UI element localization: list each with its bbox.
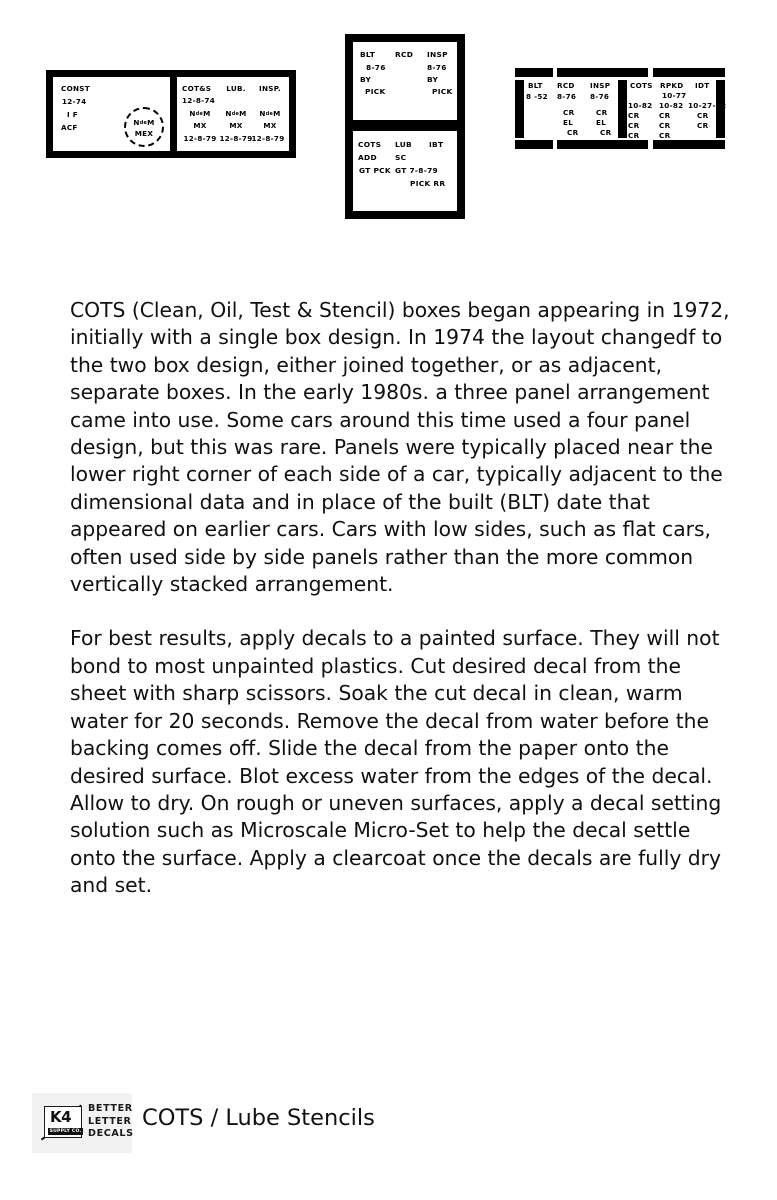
panel-b-blt-date: 8-76 [366,63,386,72]
ndem-pre: N [133,118,140,127]
brand-tagline [88,1103,134,1141]
panel-c-left-c3-r1: CR [596,108,608,117]
panel-b-rcd-label: RCD [395,50,414,59]
panel-c-sidebar-mid [618,80,627,138]
panel-c-right-date-1: 10-82 [628,101,653,110]
panel-b-ibt-label: IBT [429,140,444,149]
panel-c-right-c1-r3: CR [628,131,640,140]
panel-c-right-c3-r2: CR [697,121,709,130]
panel-a-nem-2 [217,110,255,117]
k4-mark-text: K4 [50,1108,72,1126]
panel-b-cots-label: COTS [358,140,382,149]
panel-a-nem-1 [181,110,219,117]
panel-a-box-1 [53,77,170,151]
panel-c-right-c2-r3: CR [659,131,671,140]
panel-b-insp-date: 8-76 [427,63,447,72]
panel-b-sc-label: SC [395,153,407,162]
panel-c-rcd-date: 8-76 [557,92,577,101]
panel-c-left-c2-r2: EL [563,118,574,127]
panel-a-nem-2-post: M [239,109,247,118]
panel-c-blt-header: BLT [528,81,543,90]
panel-b-insp-pick: PICK [432,87,453,96]
panel-c-idt-header: IDT [695,81,710,90]
panel-b-pickrr-label: PICK RR [410,179,446,188]
tagline-line-3: DECALS [88,1128,134,1140]
k4-supply-banner: SUPPLY CO. [49,1129,82,1134]
panel-c-cots-header: COTS [630,81,653,90]
panel-c-left-c2-r1: CR [563,108,575,117]
panel-c-rpkd-header: RPKD [660,81,684,90]
panel-a-nem-2-pre: N [225,109,232,118]
panel-b-lub-label: LUB [395,140,412,149]
panel-c-insp-header: INSP [590,81,611,90]
ndem-roundel-line1 [126,119,162,126]
panel-b-blt-label: BLT [360,50,376,59]
panel-b-gt-date: GT 7-8-79 [395,166,438,175]
panel-c-topbar-3 [653,68,725,77]
panel-c-blt-date: 8 -52 [526,92,548,101]
panel-b-add-label: ADD [358,153,377,162]
panel-c-rpkd-subdate: 10-77 [662,91,687,100]
panel-b-blt-pick: PICK [365,87,386,96]
panel-a-date-2: 12-8-79 [219,134,253,143]
panel-c-right-date-3: 10-27-82 [688,101,727,110]
panel-c-left-c3-r3: CR [600,128,612,137]
panel-c-right-c3-r1: CR [697,111,709,120]
panel-a-cots-date: 12-8-74 [182,96,216,105]
panel-b-box-1 [353,42,457,120]
panel-c-topbar-2 [557,68,648,77]
panel-c-right-date-2: 10-82 [659,101,684,110]
panel-c-topbar-1 [515,68,553,77]
instructions-body [70,297,730,927]
panel-a-mx-1: MX [193,121,207,130]
ndem-sub: de [139,120,148,126]
panel-a-const-date: 12-74 [62,97,87,106]
panel-b-insp-by: BY [427,75,439,84]
panel-a-nem-2-sub: de [231,111,240,117]
panel-a-date-1: 12-8-79 [183,134,217,143]
panel-c-right-c2-r1: CR [659,111,671,120]
panel-a-nem-3-sub: de [265,111,274,117]
paragraph-application: For best results, apply decals to a painted surface. They will not bond to most unpainted plastics. Cut desired decal from the sheet with sharp scissors. Soak the cut decal in clean, warm water for 20 seconds. Remove the decal from water before the backing comes off. Slide the decal from the paper onto the desired surface. Blot excess water from the edges of the decal. Allow to dry. On rough or uneven surfaces, apply a decal setting solution such as Microscale Micro-Set to help the decal settle onto the surface. Apply a clearcoat once the decals are fully dry and set. [70,626,722,898]
panel-a-nem-1-pre: N [189,109,196,118]
panel-b-gtpck-label: GT PCK [359,166,391,175]
panel-a-nem-3-post: M [273,109,281,118]
panel-a-const-label: CONST [61,84,90,93]
panel-b-blt-by: BY [360,75,372,84]
k4-box-outline [44,1106,82,1138]
panel-c-botbar-3 [653,140,725,149]
brand-logo [32,1093,132,1153]
panel-a-nem-3 [251,110,289,117]
panel-a-box-2 [177,77,289,151]
panel-a-if-label: I F [67,110,78,119]
ndem-roundel-line2: MEX [134,129,154,138]
ndem-post: M [147,118,155,127]
panel-a-date-3: 12-8-79 [251,134,285,143]
decal-artwork-area [0,0,777,250]
panel-c-left-c3-r2: EL [596,118,607,127]
panel-c-rcd-header: RCD [557,81,575,90]
panel-a-mx-2: MX [229,121,243,130]
panel-c-right-c2-r2: CR [659,121,671,130]
page-title: COTS / Lube Stencils [142,1105,375,1131]
ndem-roundel-icon [124,107,164,147]
panel-c-botbar-2 [557,140,648,149]
tagline-line-1: BETTER [88,1103,133,1114]
panel-a-insp-header: INSP. [258,84,282,93]
panel-a-acf-label: ACF [61,123,78,132]
panel-c-left-c2-r3: CR [567,128,579,137]
panel-a-cots-header: COT&S [182,84,212,93]
panel-c-right-c1-r2: CR [628,121,640,130]
paragraph-history: COTS (Clean, Oil, Test & Stencil) boxes began appearing in 1972, initially with a single box design. In 1974 the layout changedf to the two box design, either joined together, or as adjacent, separate boxes. In the early 1980s. a three panel arrangement came into use. Some cars around this time used a four panel design, but this was rare. Panels were typically placed near the lower right corner of each side of a car, typically adjacent to the dimensional data and in place of the built (BLT) date that appeared on earlier cars. Cars with low sides, such as flat cars, often used side by side panels rather than the more common vertically stacked arrangement. [70,298,730,597]
page-footer [0,1085,777,1165]
panel-c-right-c1-r1: CR [628,111,640,120]
panel-a-nem-1-post: M [203,109,211,118]
panel-a-nem-1-sub: de [195,111,204,117]
panel-a-mx-3: MX [263,121,277,130]
k4-supply-co-logo-icon [41,1104,87,1142]
decal-panel-b [345,34,465,219]
panel-a-nem-3-pre: N [259,109,266,118]
tagline-line-2: LETTER [88,1115,132,1127]
panel-a-lub-header: LUB. [226,84,246,93]
panel-c-sidebar-left [515,80,524,138]
panel-c-insp-date: 8-76 [590,92,610,101]
panel-b-insp-label: INSP [427,50,448,59]
panel-c-botbar-1 [515,140,553,149]
decal-panel-c [515,68,725,158]
panel-b-box-2 [353,131,457,211]
decal-panel-a [46,70,296,158]
